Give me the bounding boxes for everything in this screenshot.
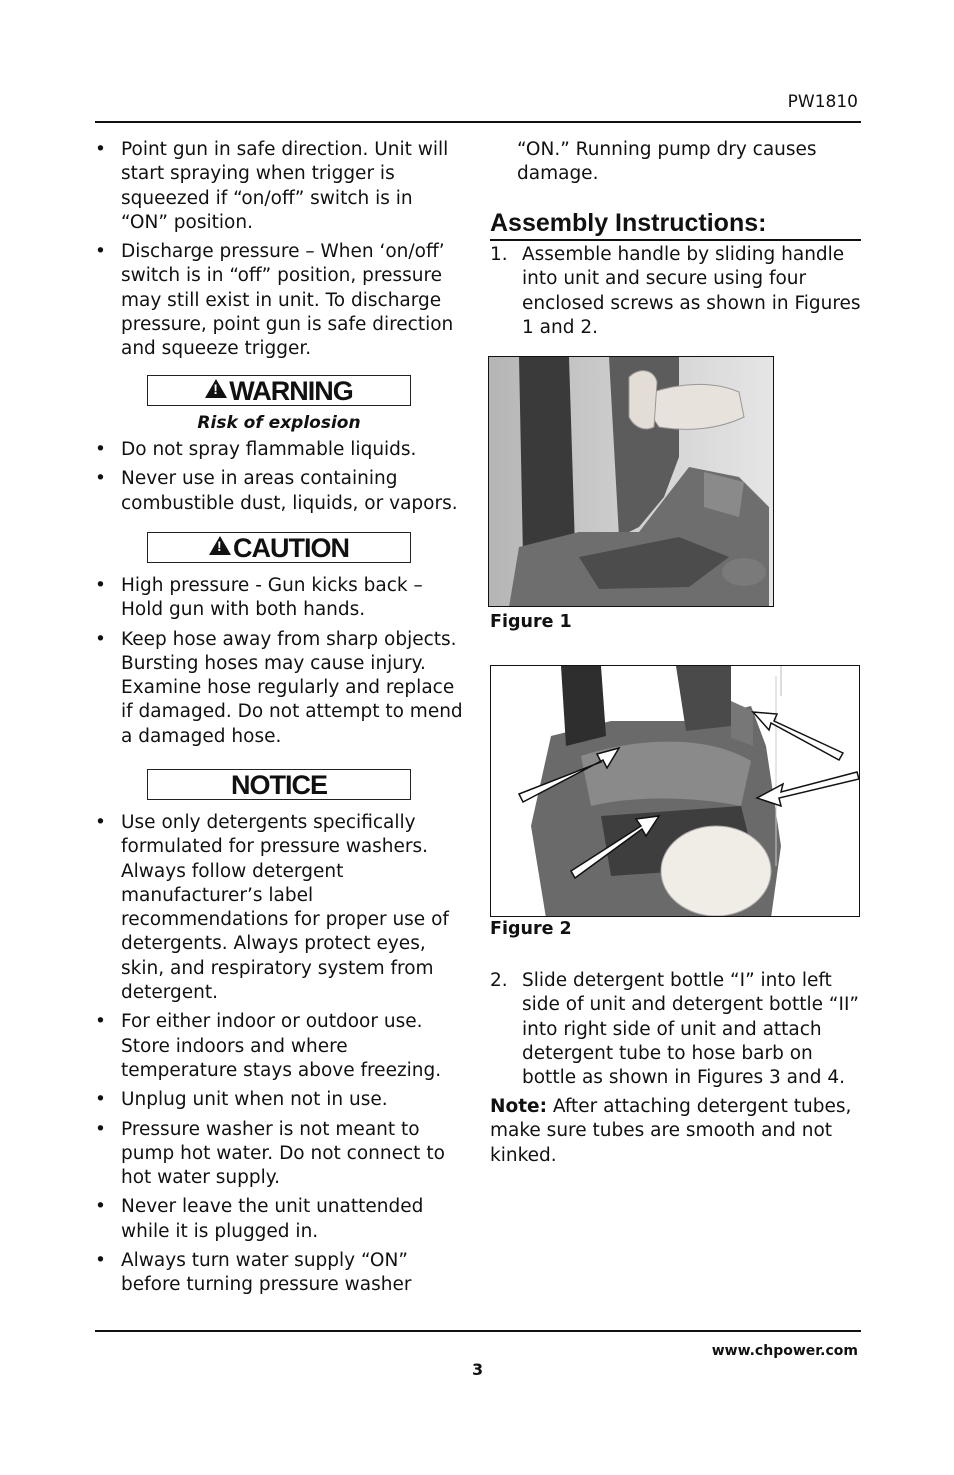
list-item: • Unplug unit when not in use. [95,1088,465,1112]
notice-bullet-list [95,811,465,1298]
list-item: • Never leave the unit unattended while it is plugged in. [95,1195,465,1244]
list-item: • Pressure washer is not meant to pump hot water. Do not connect to hot water supply. [95,1118,465,1191]
warning-triangle-icon: ! [205,379,227,398]
intro-bullet-list [95,138,465,362]
warning-section [95,438,465,521]
heading-rule [490,239,861,241]
list-item: • High pressure - Gun kicks back – Hold gun with both hands. [95,574,465,623]
list-item: • Discharge pressure – When ‘on/off’ switch is in “off” position, pressure may still exist in unit. To discharge pressure, point gun is safe direction and squeeze trigger. [95,240,465,361]
caution-section [95,574,465,754]
footer-rule [95,1330,861,1332]
list-item: • Keep hose away from sharp objects. Bursting hoses may cause injury. Examine hose regularly and replace if damaged. Do not attempt to mend a damaged hose. [95,628,465,749]
notice-section [95,811,465,1303]
model-number: PW1810 [787,92,858,112]
step-number: 1. [490,244,508,265]
screw-locations-image [491,666,860,917]
warning-triangle-icon: ! [209,536,231,555]
figure-1-photo [488,356,774,607]
website-link[interactable]: www.chpower.com [711,1343,858,1359]
list-item: • Point gun in safe direction. Unit will start spraying when trigger is squeezed if “on/off” switch is in “ON” position. [95,138,465,235]
caution-label: ! CAUTION [147,532,411,563]
warning-label: ! WARNING [147,375,411,406]
caution-bullet-list [95,574,465,749]
note-label: Note: [490,1096,547,1117]
assembly-heading: Assembly Instructions: [490,209,767,237]
page-number: 3 [472,1360,484,1379]
step-number: 2. [490,970,508,991]
list-item: • Use only detergents specifically formulated for pressure washers. Always follow detergent manufacturer’s label recommendations for proper use of detergents. Always protect eyes, skin, and respiratory system from detergent. [95,811,465,1005]
note-paragraph [490,1095,862,1168]
step-text: Slide detergent bottle “I” into left side of unit and detergent bottle “II” into right side of unit and attach detergent tube to hose barb on bottle as shown in Figures 3 and 4. [522,970,859,1089]
step-text: Assemble handle by sliding handle into unit and secure using four enclosed screws as shown in Figures 1 and 2. [522,244,861,338]
figure-2-caption: Figure 2 [490,919,572,939]
warning-bullet-list [95,438,465,516]
warning-subtitle: Risk of explosion [197,413,361,433]
notice-label: NOTICE [147,769,411,800]
note-text: After attaching detergent tubes, make sure tubes are smooth and not kinked. [490,1096,852,1166]
figure-1-caption: Figure 1 [490,612,572,632]
figure-2-photo [490,665,860,917]
continued-text: “ON.” Running pump dry causes damage. [517,139,817,185]
handle-assembly-image [489,357,774,607]
list-item: • Never use in areas containing combustible dust, liquids, or vapors. [95,467,465,516]
left-column [95,138,465,367]
header-rule [95,121,861,123]
step-2 [490,969,862,1090]
list-item: • Always turn water supply “ON” before turning pressure washer [95,1249,465,1298]
list-item: • Do not spray flammable liquids. [95,438,465,462]
list-item: • For either indoor or outdoor use. Store indoors and where temperature stays above freezing. [95,1010,465,1083]
step-1 [490,243,862,340]
